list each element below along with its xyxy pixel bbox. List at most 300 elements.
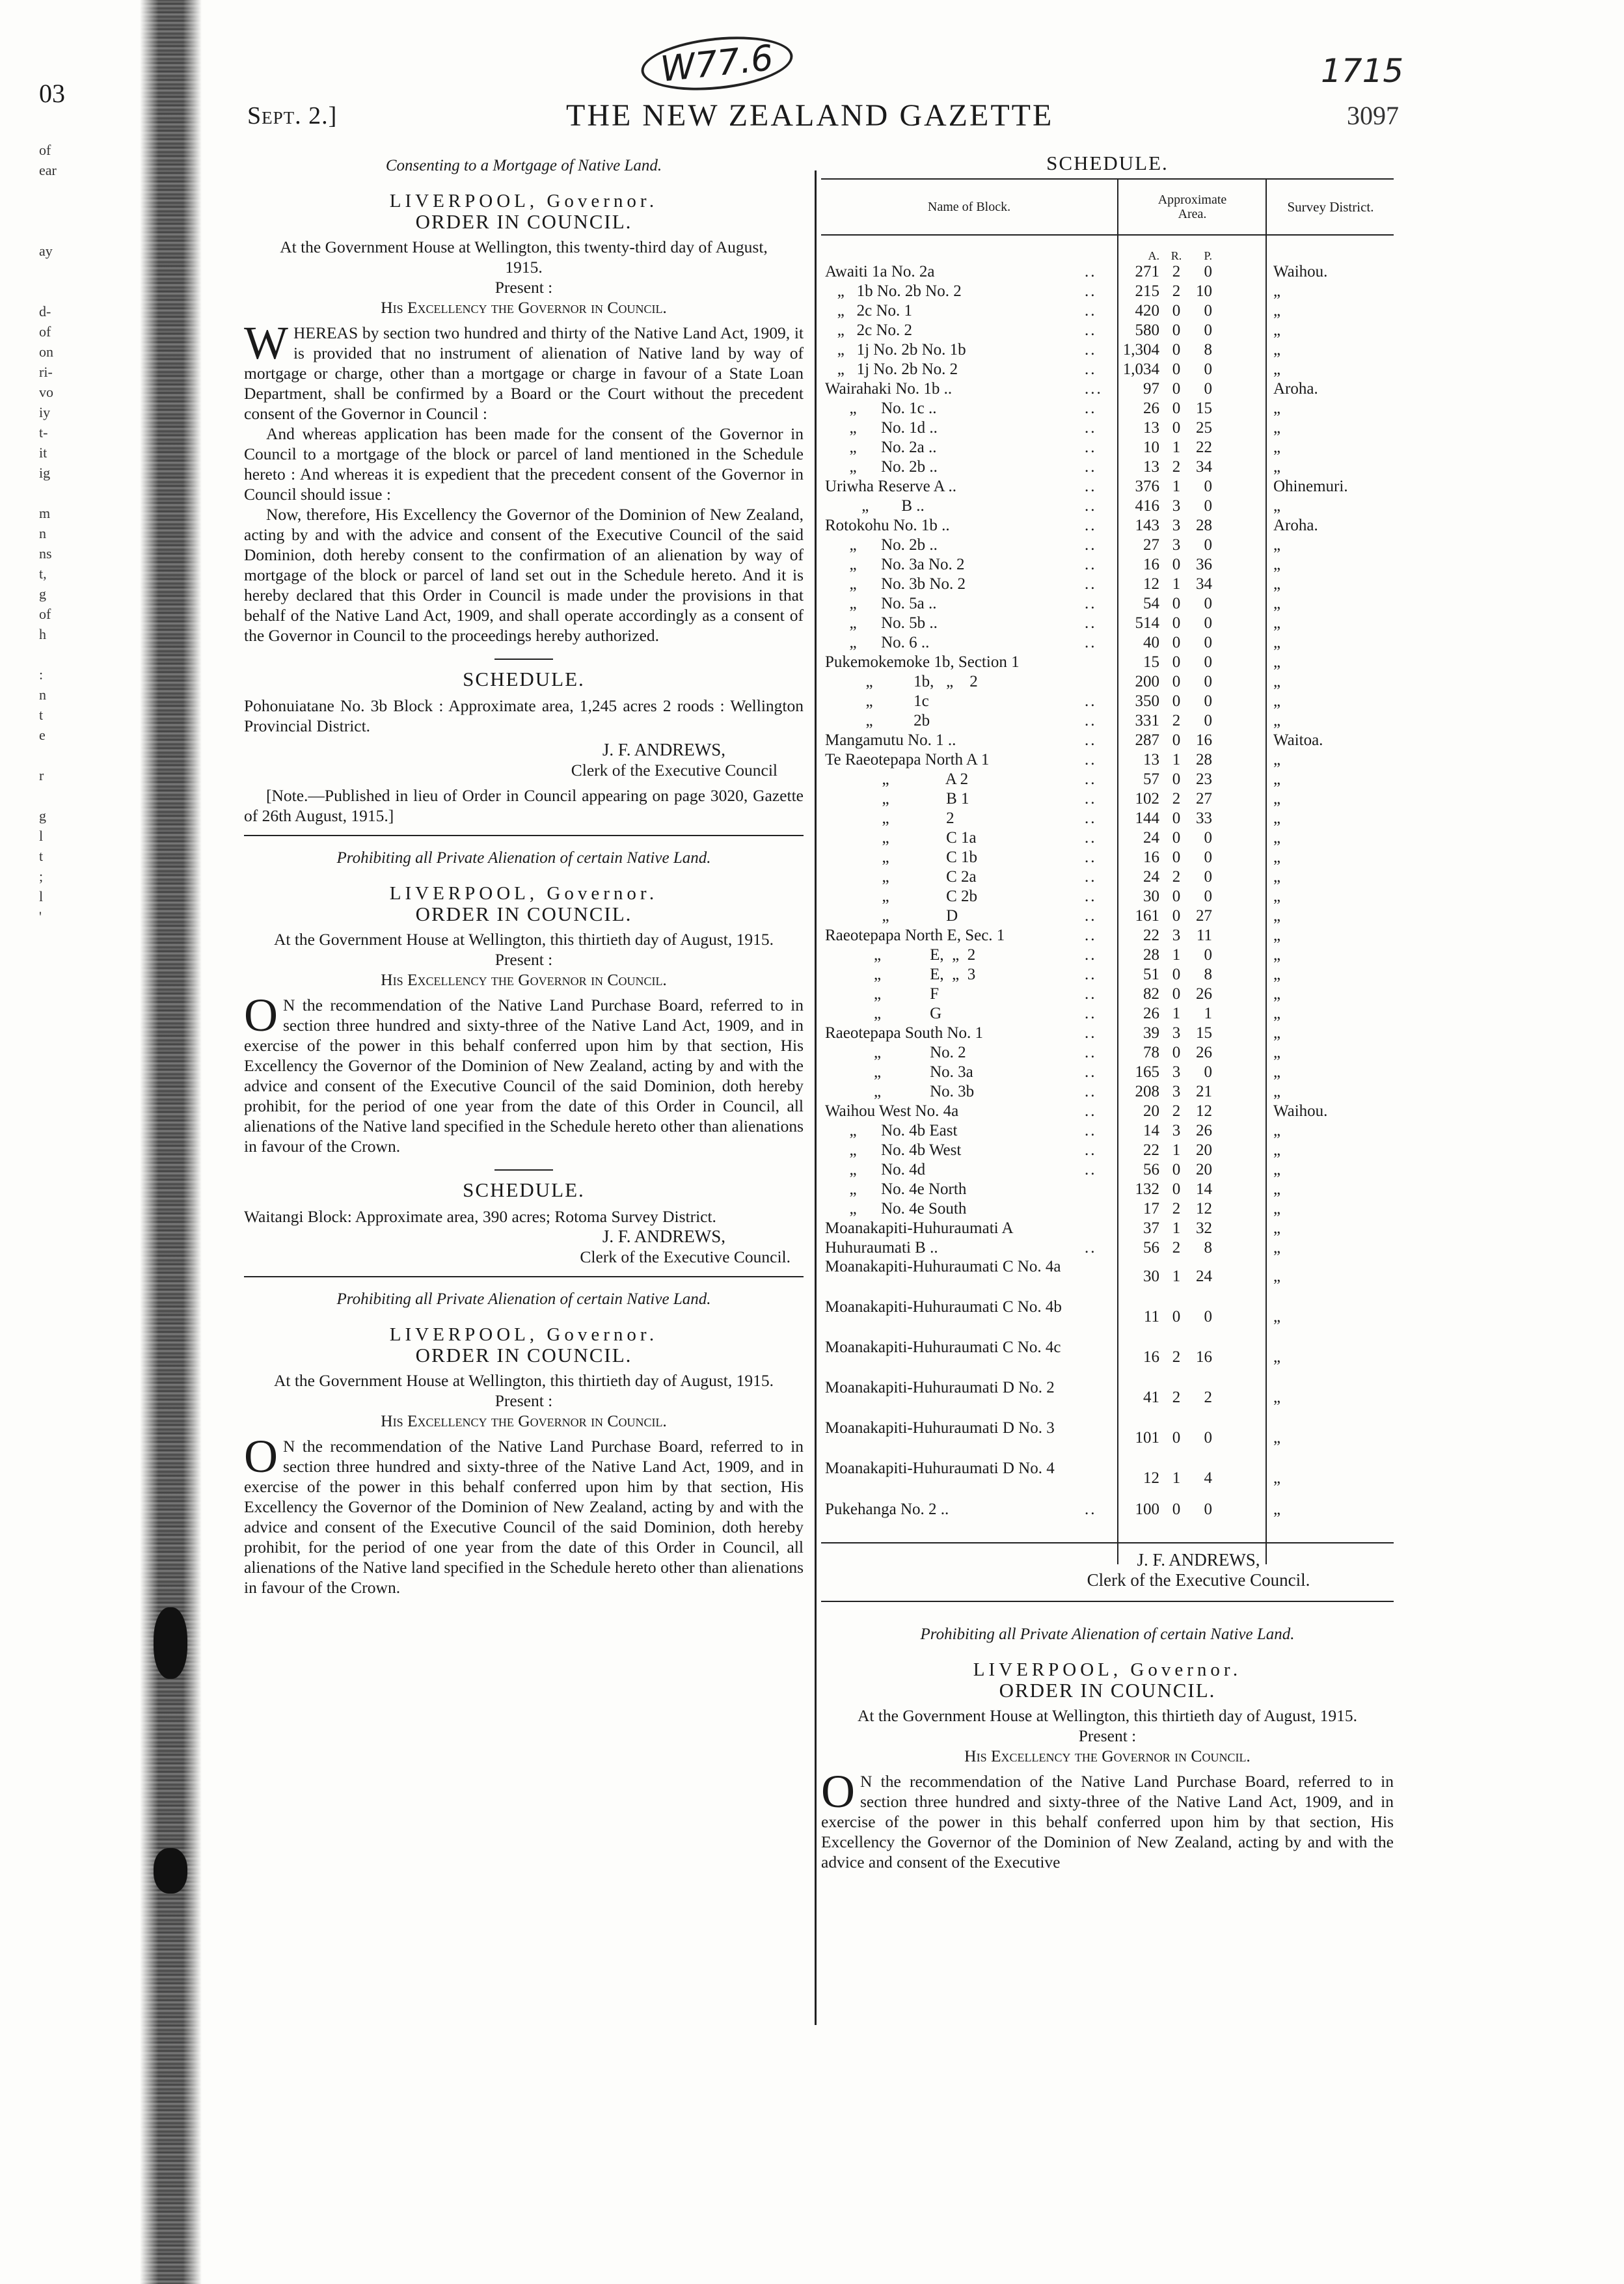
survey-district: „ bbox=[1273, 1063, 1281, 1081]
area-perches: 0 bbox=[1204, 478, 1212, 495]
area-perches: 1 bbox=[1204, 1005, 1212, 1022]
excellency-line: His Excellency the Governor in Council. bbox=[381, 298, 667, 317]
area-perches: 0 bbox=[1204, 497, 1212, 515]
block-name: „ E, „ 3 bbox=[825, 966, 976, 983]
order-heading: ORDER IN COUNCIL. bbox=[999, 1679, 1216, 1702]
handwritten-circled-note: W77.6 bbox=[639, 30, 796, 97]
table-row bbox=[821, 632, 1394, 652]
leader-dots: .. bbox=[1085, 849, 1097, 866]
area-acres: 16 bbox=[1143, 556, 1159, 573]
area-perches: 8 bbox=[1204, 341, 1212, 359]
survey-district: „ bbox=[1273, 946, 1281, 964]
area-roods: 0 bbox=[1172, 809, 1181, 827]
area-roods: 1 bbox=[1172, 946, 1181, 964]
survey-district: „ bbox=[1273, 849, 1281, 866]
survey-district: „ bbox=[1273, 439, 1281, 456]
area-perches: 16 bbox=[1196, 731, 1212, 749]
area-roods: 0 bbox=[1172, 419, 1181, 437]
present-line: Present : bbox=[1078, 1726, 1137, 1745]
signer-title: Clerk of the Executive Council. bbox=[580, 1247, 791, 1266]
area-perches: 0 bbox=[1204, 1308, 1212, 1326]
notice-prohibiting-waitangi bbox=[244, 848, 804, 1267]
area-roods: 2 bbox=[1172, 1102, 1181, 1120]
margin-fragment bbox=[39, 644, 111, 664]
block-name: „ C 2a bbox=[825, 868, 977, 886]
leader-dots: .. bbox=[1085, 321, 1097, 339]
table-row bbox=[821, 886, 1394, 906]
area-acres: 54 bbox=[1143, 595, 1159, 612]
table-row bbox=[821, 262, 1394, 281]
separator bbox=[494, 1169, 553, 1171]
table-row bbox=[821, 1062, 1394, 1081]
area-perches: 0 bbox=[1204, 1429, 1212, 1447]
block-name: „ F bbox=[825, 985, 939, 1003]
area-acres: 100 bbox=[1135, 1501, 1159, 1518]
survey-district: „ bbox=[1273, 868, 1281, 886]
block-name: Moanakapiti-Huhuraumati C No. 4c bbox=[825, 1339, 1061, 1356]
table-row bbox=[821, 1257, 1394, 1298]
area-acres: 51 bbox=[1143, 966, 1159, 983]
leader-dots: .. bbox=[1085, 458, 1097, 476]
margin-fragment bbox=[39, 281, 111, 301]
table-row bbox=[821, 828, 1394, 847]
leader-dots: .. bbox=[1085, 829, 1097, 847]
area-roods: 0 bbox=[1172, 614, 1181, 632]
governor-line: LIVERPOOL, Governor. bbox=[973, 1659, 1242, 1680]
area-acres: 57 bbox=[1143, 770, 1159, 788]
leader-dots: .. bbox=[1085, 478, 1097, 495]
table-row bbox=[821, 1378, 1394, 1419]
excellency-line: His Excellency the Governor in Council. bbox=[964, 1747, 1251, 1765]
area-acres: 376 bbox=[1135, 478, 1159, 495]
leader-dots: .. bbox=[1085, 634, 1097, 651]
block-name: „ No. 3b bbox=[825, 1083, 975, 1100]
area-perches: 0 bbox=[1204, 868, 1212, 886]
survey-district: „ bbox=[1273, 1308, 1281, 1326]
schedule-heading: SCHEDULE. bbox=[463, 668, 585, 690]
area-roods: 3 bbox=[1172, 497, 1181, 515]
leader-dots: .. bbox=[1085, 1063, 1097, 1081]
table-row bbox=[821, 1459, 1394, 1499]
table-row bbox=[821, 1081, 1394, 1101]
block-name: Rotokohu No. 1b .. bbox=[825, 517, 950, 534]
survey-district: „ bbox=[1273, 1268, 1281, 1285]
leader-dots: .. bbox=[1085, 1122, 1097, 1139]
margin-fragment: l bbox=[39, 828, 44, 844]
margin-fragment: n bbox=[39, 687, 46, 703]
area-acres: 22 bbox=[1143, 927, 1159, 944]
area-roods: 0 bbox=[1172, 1180, 1181, 1198]
margin-fragment: t, bbox=[39, 565, 47, 582]
area-acres: 37 bbox=[1143, 1219, 1159, 1237]
margin-fragment: d- bbox=[39, 303, 51, 319]
margin-fragment bbox=[39, 221, 111, 241]
section-rule bbox=[821, 1601, 1394, 1602]
table-body bbox=[821, 262, 1394, 1519]
leader-dots: .. bbox=[1085, 888, 1097, 905]
area-roods: 0 bbox=[1172, 302, 1181, 319]
table-row bbox=[821, 1140, 1394, 1160]
block-name: „ No. 4d bbox=[825, 1161, 926, 1178]
area-roods: 0 bbox=[1172, 829, 1181, 847]
area-roods: 0 bbox=[1172, 341, 1181, 359]
area-perches: 16 bbox=[1196, 1348, 1212, 1366]
area-acres: 11 bbox=[1143, 1308, 1159, 1326]
block-name: „ No. 4e South bbox=[825, 1200, 967, 1217]
binding-shadow bbox=[140, 0, 202, 2284]
drop-cap: O bbox=[244, 989, 278, 1041]
block-name: „ 1j No. 2b No. 1b bbox=[825, 341, 966, 359]
table-row bbox=[821, 281, 1394, 301]
table-row bbox=[821, 984, 1394, 1003]
table-row bbox=[821, 1003, 1394, 1023]
block-name: Awaiti 1a No. 2a bbox=[825, 263, 935, 280]
block-name: Pukemokemoke 1b, Section 1 bbox=[825, 653, 1020, 671]
unit-perches: P. bbox=[1204, 249, 1212, 262]
area-roods: 3 bbox=[1172, 1122, 1181, 1139]
area-roods: 0 bbox=[1172, 556, 1181, 573]
margin-fragment bbox=[39, 785, 111, 806]
area-perches: 0 bbox=[1204, 302, 1212, 319]
area-perches: 21 bbox=[1196, 1083, 1212, 1100]
area-roods: 0 bbox=[1172, 634, 1181, 651]
signer-name: J. F. ANDREWS, bbox=[602, 1227, 725, 1246]
margin-fragment: t bbox=[39, 848, 44, 864]
notice-mortgage-consent bbox=[244, 156, 804, 826]
unit-roods: R. bbox=[1171, 249, 1182, 262]
survey-district: „ bbox=[1273, 809, 1281, 827]
area-roods: 0 bbox=[1172, 360, 1181, 378]
leader-dots: .. bbox=[1085, 712, 1097, 729]
area-perches: 0 bbox=[1204, 888, 1212, 905]
area-perches: 27 bbox=[1196, 907, 1212, 925]
survey-district: „ bbox=[1273, 536, 1281, 554]
area-perches: 0 bbox=[1204, 692, 1212, 710]
block-name: „ No. 2 bbox=[825, 1044, 966, 1061]
area-acres: 26 bbox=[1143, 1005, 1159, 1022]
notice-caption: Consenting to a Mortgage of Native Land. bbox=[385, 157, 662, 174]
table-row bbox=[821, 554, 1394, 574]
area-perches: 0 bbox=[1204, 634, 1212, 651]
block-name: „ 1b No. 2b No. 2 bbox=[825, 282, 962, 300]
survey-district: „ bbox=[1273, 360, 1281, 378]
prev-page-number: 03 bbox=[39, 79, 65, 108]
area-acres: 26 bbox=[1143, 400, 1159, 417]
schedule-text: Pohonuiatane No. 3b Block : Approximate area, 1,245 acres 2 roods : Wellington Provincial District. bbox=[244, 696, 804, 735]
area-perches: 0 bbox=[1204, 1063, 1212, 1081]
area-perches: 0 bbox=[1204, 595, 1212, 612]
separator bbox=[494, 659, 553, 660]
survey-district: „ bbox=[1273, 614, 1281, 632]
area-perches: 14 bbox=[1196, 1180, 1212, 1198]
survey-district: „ bbox=[1273, 497, 1281, 515]
area-perches: 22 bbox=[1196, 439, 1212, 456]
left-column bbox=[244, 153, 804, 1597]
area-perches: 0 bbox=[1204, 614, 1212, 632]
area-acres: 39 bbox=[1143, 1024, 1159, 1042]
survey-district: „ bbox=[1273, 1044, 1281, 1061]
area-perches: 0 bbox=[1204, 849, 1212, 866]
area-perches: 11 bbox=[1196, 927, 1212, 944]
block-name: „ No. 6 .. bbox=[825, 634, 930, 651]
area-roods: 1 bbox=[1172, 1219, 1181, 1237]
table-row bbox=[821, 1499, 1394, 1519]
area-perches: 15 bbox=[1196, 400, 1212, 417]
table-row bbox=[821, 1179, 1394, 1199]
survey-district: „ bbox=[1273, 634, 1281, 651]
area-acres: 1,304 bbox=[1122, 341, 1159, 359]
block-name: „ No. 5b .. bbox=[825, 614, 938, 632]
excellency-line: His Excellency the Governor in Council. bbox=[381, 970, 667, 989]
present-line: Present : bbox=[494, 950, 553, 969]
area-perches: 0 bbox=[1204, 263, 1212, 280]
block-name: Uriwha Reserve A .. bbox=[825, 478, 957, 495]
table-row bbox=[821, 1042, 1394, 1062]
margin-fragment: e bbox=[39, 727, 46, 743]
area-perches: 20 bbox=[1196, 1161, 1212, 1178]
area-perches: 26 bbox=[1196, 985, 1212, 1003]
area-acres: 82 bbox=[1143, 985, 1159, 1003]
schedule-heading: SCHEDULE. bbox=[1046, 152, 1169, 174]
survey-district: „ bbox=[1273, 321, 1281, 339]
table-row bbox=[821, 730, 1394, 750]
survey-district: „ bbox=[1273, 282, 1281, 300]
at-government-house: At the Government House at Wellington, this twenty-third day of August, 1915. bbox=[280, 238, 768, 277]
table-row bbox=[821, 906, 1394, 925]
block-name: Moanakapiti-Huhuraumati D No. 2 bbox=[825, 1379, 1055, 1396]
table-row bbox=[821, 1298, 1394, 1338]
leader-dots: .. bbox=[1085, 1102, 1097, 1120]
margin-fragment bbox=[39, 745, 111, 765]
survey-district: „ bbox=[1273, 790, 1281, 808]
area-perches: 15 bbox=[1196, 1024, 1212, 1042]
block-name: „ 1j No. 2b No. 2 bbox=[825, 360, 958, 378]
paragraph: O N the recommendation of the Native Land Purchase Board, referred to in section three hundred and sixty-three of the Native Land Act, 1909, and in exercise of the power in this behalf conferred upon him by that section, His Excellency the Governor of the Dominion of New Zealand, acting by and with the advice and consent of the Executive Council of the said Dominion, doth hereby prohibit, for the period of one year from the date of this Order in Council, all alienations of the Native land specified in the Schedule hereto other than alienations in favour of the Crown. bbox=[244, 1430, 804, 1597]
area-roods: 3 bbox=[1172, 1063, 1181, 1081]
leader-dots: .. bbox=[1085, 1024, 1097, 1042]
area-perches: 25 bbox=[1196, 419, 1212, 437]
area-roods: 0 bbox=[1172, 400, 1181, 417]
area-roods: 1 bbox=[1172, 1469, 1181, 1487]
table-header bbox=[821, 178, 1394, 236]
leader-dots: .. bbox=[1085, 966, 1097, 983]
notice-caption: Prohibiting all Private Alienation of certain Native Land. bbox=[336, 849, 711, 867]
units-row bbox=[821, 241, 1394, 262]
block-name: „ D bbox=[825, 907, 958, 925]
leader-dots: ... bbox=[1085, 380, 1103, 398]
block-name: „ No. 4b West bbox=[825, 1141, 962, 1159]
area-roods: 0 bbox=[1172, 653, 1181, 671]
at-government-house: At the Government House at Wellington, this thirtieth day of August, 1915. bbox=[273, 930, 774, 949]
block-name: Raeotepapa South No. 1 bbox=[825, 1024, 984, 1042]
survey-district: „ bbox=[1273, 1200, 1281, 1217]
area-roods: 2 bbox=[1172, 868, 1181, 886]
area-acres: 56 bbox=[1143, 1239, 1159, 1257]
leader-dots: .. bbox=[1085, 770, 1097, 788]
area-acres: 10 bbox=[1143, 439, 1159, 456]
margin-fragment: l bbox=[39, 888, 44, 904]
at-government-house: At the Government House at Wellington, this thirtieth day of August, 1915. bbox=[857, 1706, 1358, 1725]
block-name: Moanakapiti-Huhuraumati C No. 4b bbox=[825, 1298, 1062, 1316]
area-acres: 24 bbox=[1143, 829, 1159, 847]
margin-fragment: ns bbox=[39, 545, 52, 562]
table-row bbox=[821, 672, 1394, 691]
area-acres: 101 bbox=[1135, 1429, 1159, 1447]
table-row bbox=[821, 301, 1394, 320]
survey-district: „ bbox=[1273, 556, 1281, 573]
order-heading: ORDER IN COUNCIL. bbox=[415, 1344, 632, 1366]
block-name: „ 2b bbox=[825, 712, 930, 729]
survey-district: „ bbox=[1273, 1180, 1281, 1198]
area-acres: 271 bbox=[1135, 263, 1159, 280]
leader-dots: .. bbox=[1085, 751, 1097, 768]
area-roods: 2 bbox=[1172, 1389, 1181, 1406]
block-name: „ No. 2b .. bbox=[825, 458, 938, 476]
binding-mark bbox=[154, 1607, 187, 1679]
table-row bbox=[821, 574, 1394, 593]
leader-dots: .. bbox=[1085, 1239, 1097, 1257]
area-roods: 0 bbox=[1172, 1161, 1181, 1178]
survey-district: „ bbox=[1273, 907, 1281, 925]
table-row bbox=[821, 711, 1394, 730]
margin-fragment bbox=[39, 261, 111, 281]
area-perches: 36 bbox=[1196, 556, 1212, 573]
table-row bbox=[821, 359, 1394, 379]
leader-dots: .. bbox=[1085, 595, 1097, 612]
survey-district: „ bbox=[1273, 595, 1281, 612]
table-row bbox=[821, 515, 1394, 535]
margin-fragment: ear bbox=[39, 162, 57, 178]
table-row bbox=[821, 867, 1394, 886]
survey-district: „ bbox=[1273, 1122, 1281, 1139]
margin-fragment: vo bbox=[39, 384, 53, 400]
page-header bbox=[247, 98, 1399, 137]
table-row bbox=[821, 1101, 1394, 1121]
survey-district: „ bbox=[1273, 400, 1281, 417]
paragraph: O N the recommendation of the Native Land Purchase Board, referred to in section three hundred and sixty-three of the Native Land Act, 1909, and in exercise of the power in this behalf conferred upon him by that section, His Excellency the Governor of the Dominion of New Zealand, acting by and with the advice and consent of the Executive Council of the said Dominion, doth hereby prohibit, for the period of one year from the date of this Order in Council, all alienations of the Native land specified in the Schedule hereto other than alienations in favour of the Crown. bbox=[244, 989, 804, 1156]
table-row bbox=[821, 1338, 1394, 1378]
margin-fragment: r bbox=[39, 767, 44, 783]
area-acres: 102 bbox=[1135, 790, 1159, 808]
excellency-line: His Excellency the Governor in Council. bbox=[381, 1411, 667, 1430]
area-roods: 2 bbox=[1172, 282, 1181, 300]
survey-district: „ bbox=[1273, 1161, 1281, 1178]
block-name: „ 2c No. 1 bbox=[825, 302, 912, 319]
area-roods: 0 bbox=[1172, 673, 1181, 690]
area-acres: 132 bbox=[1135, 1180, 1159, 1198]
table-row bbox=[821, 847, 1394, 867]
survey-district: „ bbox=[1273, 653, 1281, 671]
margin-fragment: ay bbox=[39, 243, 53, 259]
area-perches: 34 bbox=[1196, 575, 1212, 593]
survey-district: „ bbox=[1273, 1348, 1281, 1366]
area-roods: 3 bbox=[1172, 1083, 1181, 1100]
area-acres: 12 bbox=[1143, 1469, 1159, 1487]
area-perches: 0 bbox=[1204, 946, 1212, 964]
survey-district: „ bbox=[1273, 1429, 1281, 1447]
margin-fragment: n bbox=[39, 525, 46, 541]
survey-district: „ bbox=[1273, 341, 1281, 359]
survey-district: „ bbox=[1273, 751, 1281, 768]
signer-name: J. F. ANDREWS, bbox=[1137, 1550, 1260, 1570]
note: [Note.—Published in lieu of Order in Council appearing on page 3020, Gazette of 26th August, 1915.] bbox=[244, 786, 804, 825]
area-roods: 1 bbox=[1172, 751, 1181, 768]
survey-district: „ bbox=[1273, 692, 1281, 710]
area-acres: 97 bbox=[1143, 380, 1159, 398]
area-perches: 0 bbox=[1204, 321, 1212, 339]
order-heading: ORDER IN COUNCIL. bbox=[415, 210, 632, 233]
section-rule bbox=[244, 835, 804, 836]
schedule-table bbox=[821, 178, 1394, 1519]
area-roods: 0 bbox=[1172, 849, 1181, 866]
area-acres: 13 bbox=[1143, 419, 1159, 437]
at-government-house: At the Government House at Wellington, this thirtieth day of August, 1915. bbox=[273, 1371, 774, 1390]
area-roods: 0 bbox=[1172, 595, 1181, 612]
leader-dots: .. bbox=[1085, 263, 1097, 280]
notice-prohibiting-4 bbox=[821, 1624, 1394, 1872]
area-perches: 20 bbox=[1196, 1141, 1212, 1159]
area-roods: 3 bbox=[1172, 927, 1181, 944]
area-perches: 12 bbox=[1196, 1102, 1212, 1120]
survey-district: Waitoa. bbox=[1273, 731, 1323, 749]
block-name: „ 2 bbox=[825, 809, 954, 827]
survey-district: „ bbox=[1273, 1239, 1281, 1257]
leader-dots: .. bbox=[1085, 575, 1097, 593]
table-row bbox=[821, 379, 1394, 398]
table-row bbox=[821, 1199, 1394, 1218]
area-acres: 16 bbox=[1143, 849, 1159, 866]
leader-dots: .. bbox=[1085, 790, 1097, 808]
signer-title: Clerk of the Executive Council bbox=[571, 761, 778, 780]
block-name: „ No. 5a .. bbox=[825, 595, 937, 612]
block-name: „ No. 2b .. bbox=[825, 536, 938, 554]
area-roods: 0 bbox=[1172, 907, 1181, 925]
table-row bbox=[821, 769, 1394, 789]
area-roods: 3 bbox=[1172, 1024, 1181, 1042]
table-row bbox=[821, 476, 1394, 496]
block-name: „ 1b, „ 2 bbox=[825, 673, 978, 690]
area-acres: 24 bbox=[1143, 868, 1159, 886]
order-heading: ORDER IN COUNCIL. bbox=[415, 903, 632, 925]
area-perches: 0 bbox=[1204, 653, 1212, 671]
notice-caption: Prohibiting all Private Alienation of certain Native Land. bbox=[336, 1290, 711, 1308]
area-perches: 23 bbox=[1196, 770, 1212, 788]
block-name: Raeotepapa North E, Sec. 1 bbox=[825, 927, 1005, 944]
area-acres: 78 bbox=[1143, 1044, 1159, 1061]
leader-dots: .. bbox=[1085, 809, 1097, 827]
margin-fragment: ' bbox=[39, 908, 42, 925]
area-perches: 26 bbox=[1196, 1044, 1212, 1061]
area-acres: 27 bbox=[1143, 536, 1159, 554]
table-row bbox=[821, 925, 1394, 945]
area-perches: 8 bbox=[1204, 966, 1212, 983]
margin-fragment: m bbox=[39, 505, 51, 521]
table-row bbox=[821, 496, 1394, 515]
schedule-text: Waitangi Block: Approximate area, 390 acres; Rotoma Survey District. bbox=[244, 1207, 716, 1226]
block-name: „ B .. bbox=[825, 497, 925, 515]
block-name: Pukehanga No. 2 .. bbox=[825, 1501, 949, 1518]
leader-dots: .. bbox=[1085, 1005, 1097, 1022]
area-acres: 56 bbox=[1143, 1161, 1159, 1178]
area-roods: 0 bbox=[1172, 1429, 1181, 1447]
binding-mark bbox=[154, 1848, 187, 1894]
signer-title: Clerk of the Executive Council. bbox=[1087, 1570, 1310, 1590]
area-acres: 22 bbox=[1143, 1141, 1159, 1159]
table-row bbox=[821, 593, 1394, 613]
area-acres: 287 bbox=[1135, 731, 1159, 749]
paragraph: WHEREAS by section two hundred and thirty of the Native Land Act, 1909, it is provided that no instrument of alienation of Native land by way of mortgage or charge, other than a mortgage or charge in favour of a State Loan Department, shall be confirmed by a Board or the Court without the precedent consent of the Governor in Council : bbox=[244, 317, 804, 423]
table-row bbox=[821, 437, 1394, 457]
